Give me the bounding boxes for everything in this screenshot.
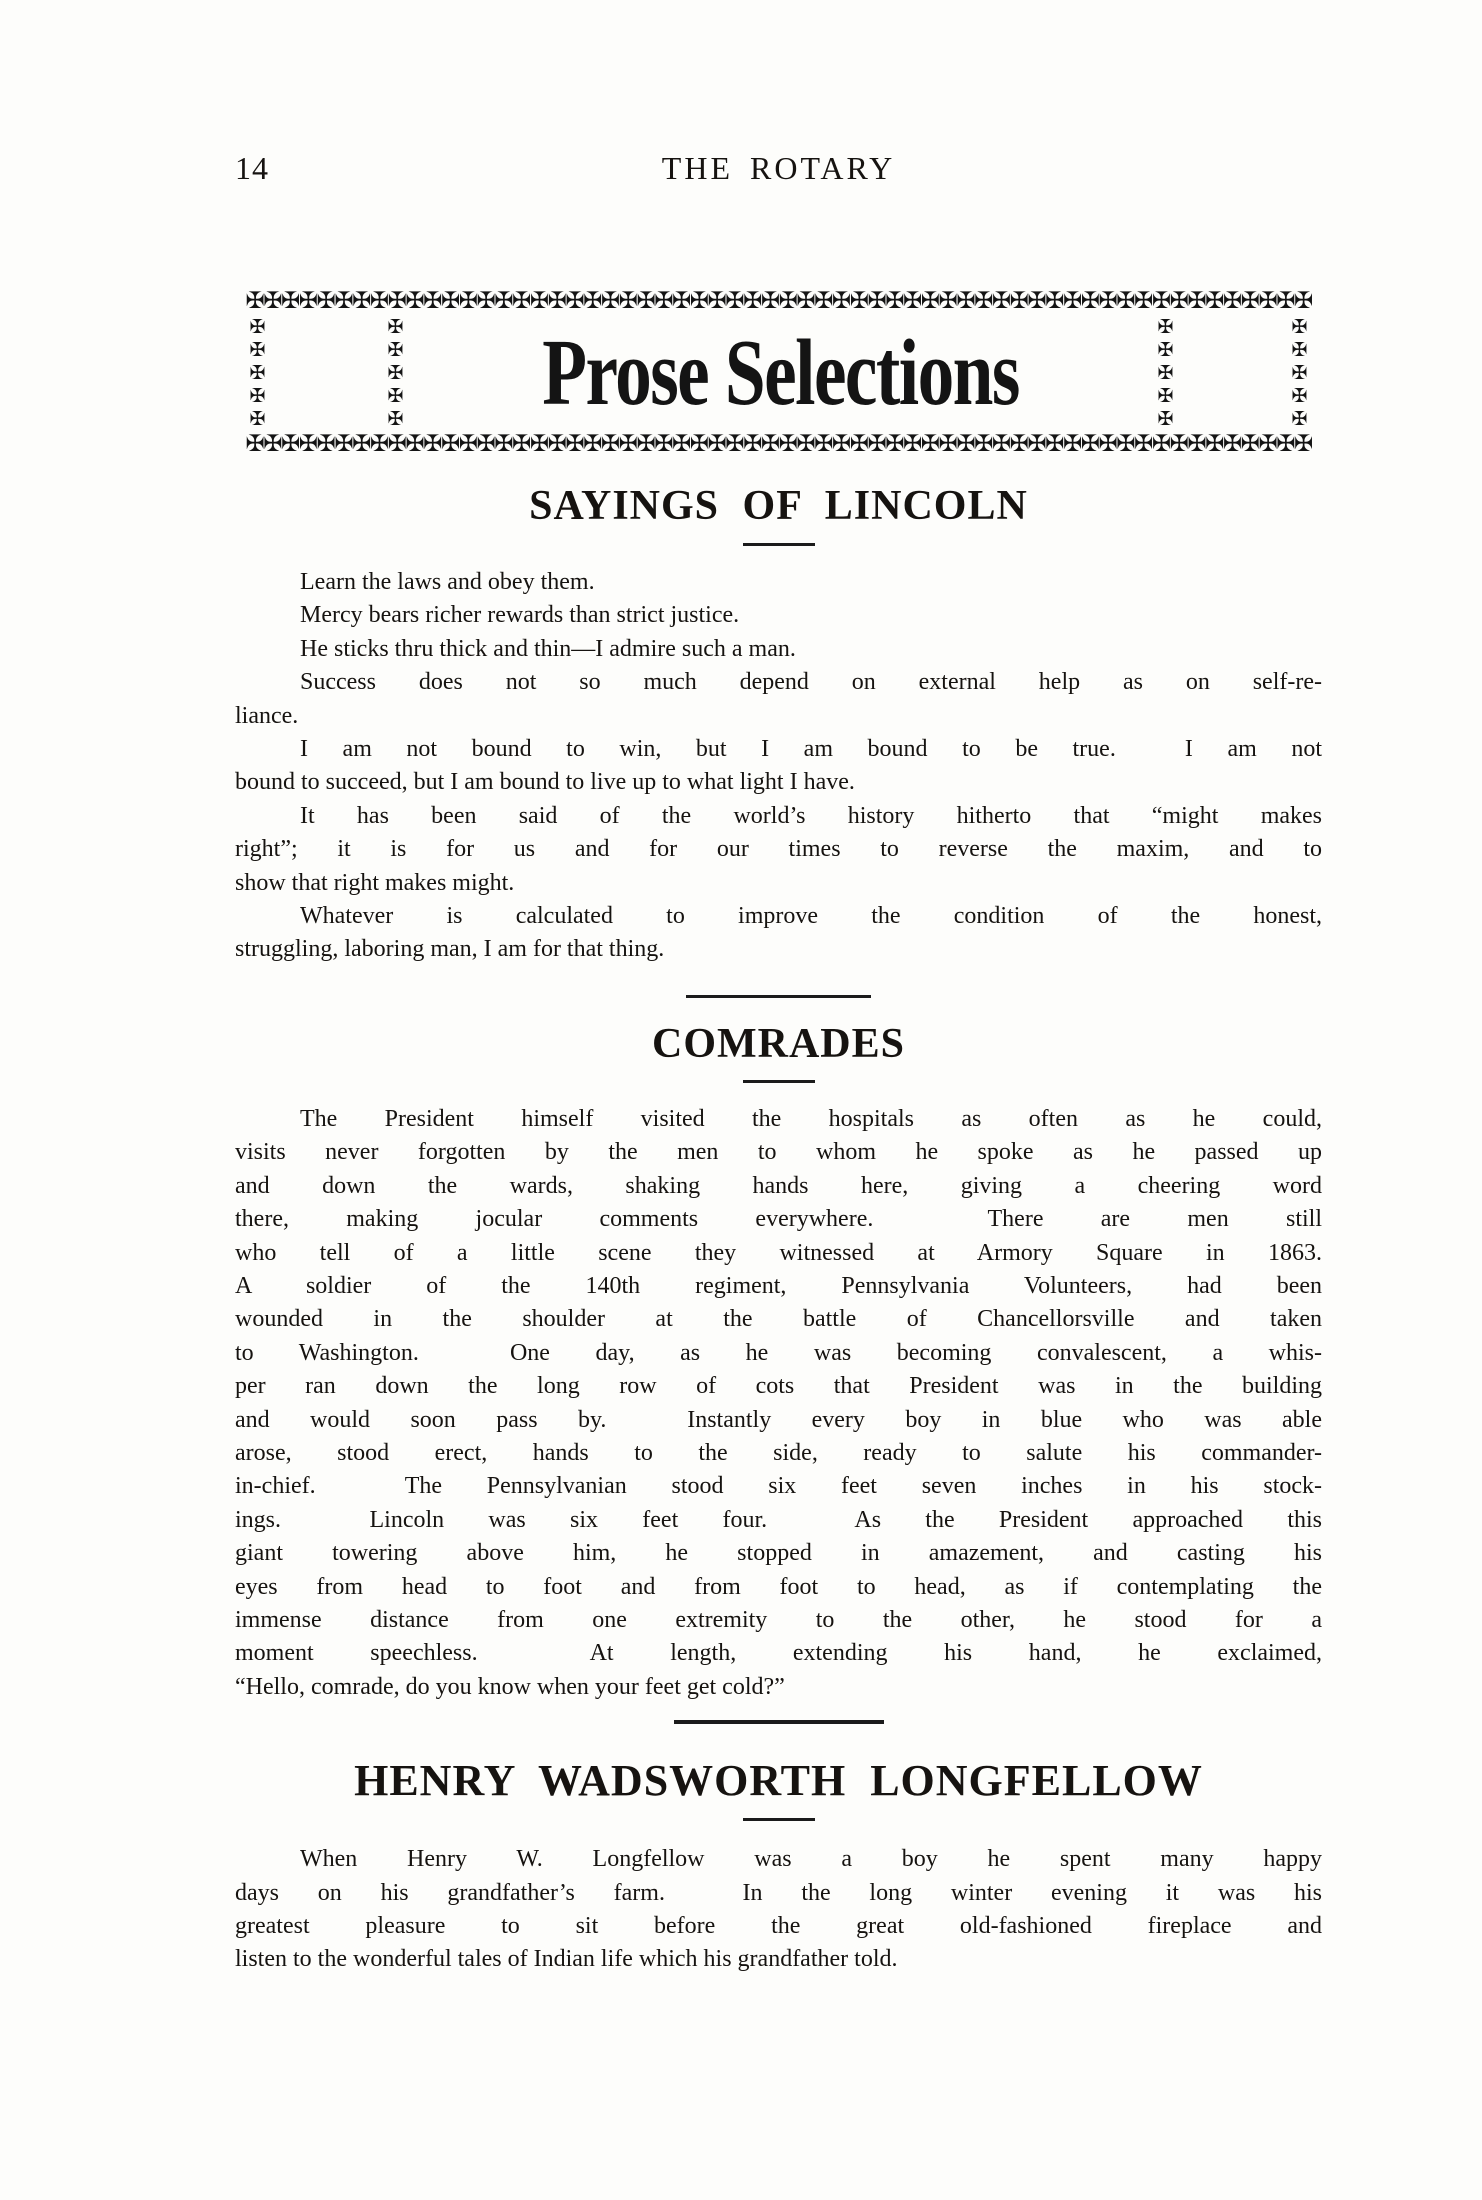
heading-rule (743, 1818, 815, 1821)
banner-vertical-right-outer maltese-cross-icon: ✠ ✠ ✠ ✠ ✠ (1291, 316, 1308, 430)
text-line: show that right makes might. (235, 869, 515, 896)
paragraph (235, 599, 1322, 632)
text-column (235, 150, 1322, 1977)
paragraph (235, 800, 1322, 900)
banner-vertical-left-inner maltese-cross-icon: ✠ ✠ ✠ ✠ ✠ (387, 316, 404, 430)
prose-banner (243, 288, 1315, 458)
banner-compartment-left (273, 315, 381, 431)
text-line: The President himself visited the hospitals as often as he could, (300, 1105, 1322, 1132)
text-line: there, making jocular comments everywhere. There are men still (235, 1206, 1322, 1233)
banner-border-bottom: ✠✠✠✠✠✠✠✠✠✠✠✠✠✠✠✠✠✠✠✠✠✠✠✠✠✠✠✠✠✠✠✠✠✠✠✠✠✠✠✠✠✠✠✠✠✠✠✠✠✠✠✠✠✠✠✠✠✠✠✠ (245, 431, 1312, 457)
text-line: Mercy bears richer rewards than strict justice. (300, 602, 740, 629)
text-line: greatest pleasure to sit before the great old-fashioned fireplace and (235, 1913, 1322, 1939)
text-line: A soldier of the 140th regiment, Pennsylvania Volunteers, had been (235, 1272, 1322, 1299)
text-line: Success does not so much depend on external help as on self-re- (300, 669, 1322, 696)
text-line: wounded in the shoulder at the battle of Chancellorsville and taken (235, 1306, 1322, 1333)
text-line: immense distance from one extremity to the other, he stood for a (235, 1606, 1322, 1633)
paragraph (235, 566, 1322, 599)
page-header (235, 150, 1322, 186)
banner-vertical-right-inner maltese-cross-icon: ✠ ✠ ✠ ✠ ✠ (1157, 316, 1174, 430)
banner-title-area (411, 315, 1151, 431)
banner-border-top: ✠✠✠✠✠✠✠✠✠✠✠✠✠✠✠✠✠✠✠✠✠✠✠✠✠✠✠✠✠✠✠✠✠✠✠✠✠✠✠✠✠✠✠✠✠✠✠✠✠✠✠✠✠✠✠✠✠✠✠✠ (245, 288, 1312, 314)
text-line: in-chief. The Pennsylvanian stood six feet seven inches in his stock- (235, 1473, 1322, 1500)
section (235, 484, 1322, 967)
section-heading: SAYINGS OF LINCOLN (529, 483, 1028, 529)
text-line: days on his grandfather’s farm. In the long winter evening it was his (235, 1879, 1322, 1906)
text-line: listen to the wonderful tales of Indian life which his grandfather told. (235, 1946, 898, 1973)
paragraph (235, 733, 1322, 800)
paragraph (235, 900, 1322, 967)
text-line: arose, stood erect, hands to the side, ready to salute his commander- (235, 1439, 1322, 1466)
heading-rule (743, 543, 815, 546)
banner-vertical-left-outer maltese-cross-icon: ✠ ✠ ✠ ✠ ✠ (249, 316, 266, 430)
text-line: struggling, laboring man, I am for that thing. (235, 936, 665, 963)
text-line: per ran down the long row of cots that President was in the building (235, 1373, 1322, 1400)
paragraph (235, 666, 1322, 733)
text-line: eyes from head to foot and from foot to head, as if contemplating the (235, 1573, 1322, 1600)
text-line: ings. Lincoln was six feet four. As the President approached this (235, 1506, 1322, 1533)
banner-title: Prose Selections (542, 321, 1019, 425)
text-line: He sticks thru thick and thin—I admire such a man. (300, 635, 796, 662)
text-line: who tell of a little scene they witnessed at Armory Square in 1863. (235, 1239, 1322, 1266)
text-line: right”; it is for us and for our times to reverse the maxim, and to (235, 836, 1322, 863)
section (235, 1022, 1322, 1704)
paragraph (235, 1103, 1322, 1704)
section-divider (674, 1720, 884, 1724)
text-line: and would soon pass by. Instantly every boy in blue who was able (235, 1406, 1322, 1433)
text-line: bound to succeed, but I am bound to live up to what light I have. (235, 769, 855, 796)
journal-title: THE ROTARY (661, 150, 896, 186)
section-heading: HENRY WADSWORTH LONGFELLOW (354, 1756, 1203, 1806)
sections-container (235, 484, 1322, 1977)
text-line: liance. (235, 702, 299, 729)
section-heading: COMRADES (651, 1020, 905, 1067)
heading-rule (743, 1080, 815, 1083)
page-number: 14 (235, 150, 269, 186)
text-line: visits never forgotten by the men to whom he spoke as he passed up (235, 1139, 1322, 1166)
text-line: I am not bound to win, but I am bound to be true. I am not (300, 736, 1322, 763)
text-line: Learn the laws and obey them. (300, 569, 595, 595)
text-line: “Hello, comrade, do you know when your feet get cold?” (235, 1673, 785, 1700)
text-line: Whatever is calculated to improve the condition of the honest, (300, 903, 1322, 930)
banner-compartment-right (1181, 315, 1285, 431)
paragraph (235, 1843, 1322, 1977)
banner-middle (243, 315, 1315, 431)
text-line: moment speechless. At length, extending his hand, he exclaimed, (235, 1640, 1322, 1667)
text-line: and down the wards, shaking hands here, giving a cheering word (235, 1172, 1322, 1199)
text-line: giant towering above him, he stopped in amazement, and casting his (235, 1540, 1322, 1567)
text-line: to Washington. One day, as he was becoming convalescent, a whis- (235, 1339, 1322, 1366)
section-divider (686, 995, 871, 998)
text-line: When Henry W. Longfellow was a boy he spent many happy (300, 1846, 1322, 1873)
paragraph (235, 633, 1322, 666)
text-line: It has been said of the world’s history hitherto that “might makes (300, 802, 1322, 829)
section (235, 1758, 1322, 1977)
